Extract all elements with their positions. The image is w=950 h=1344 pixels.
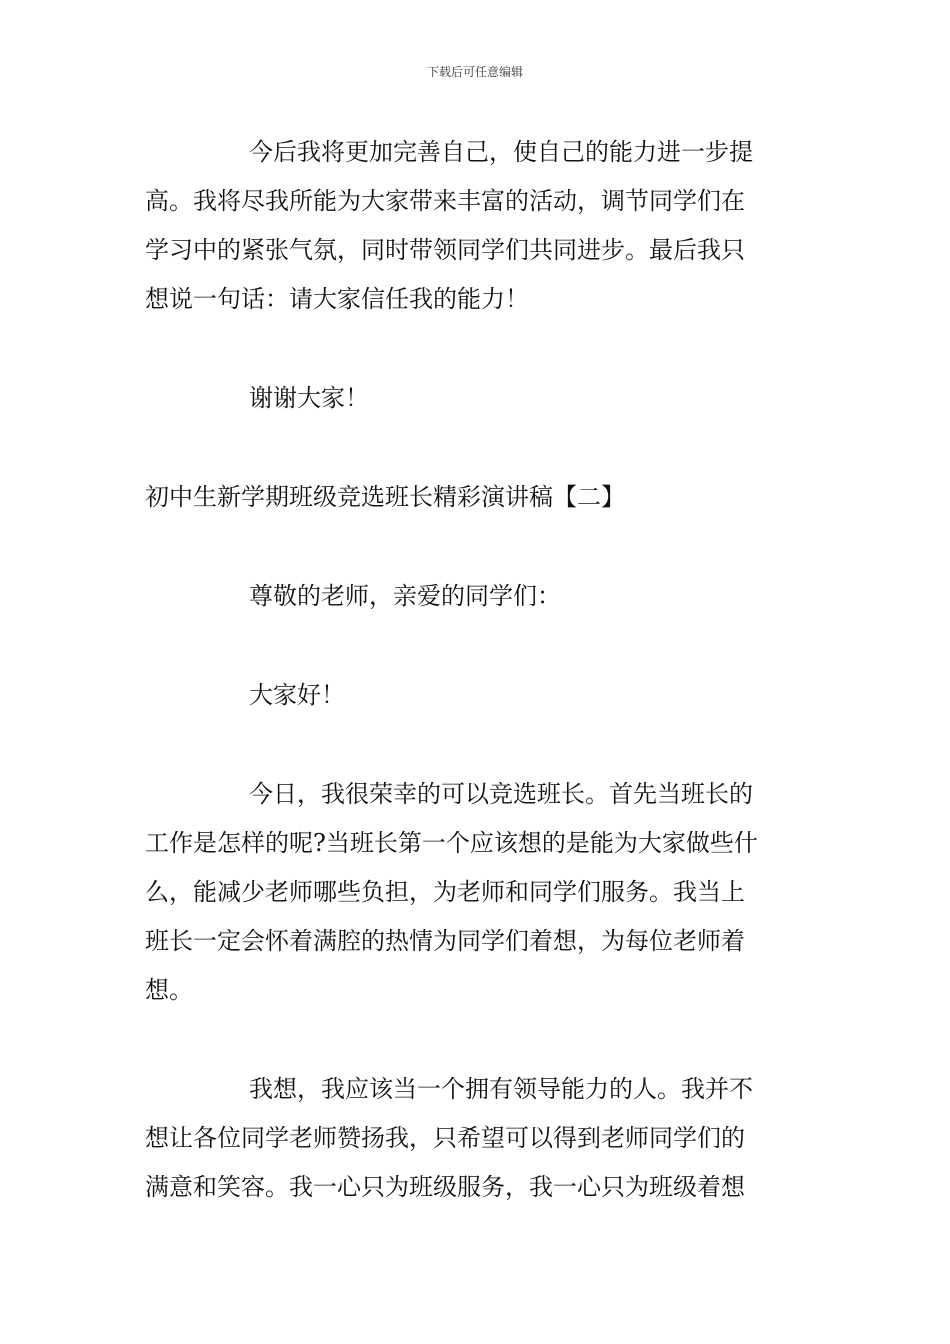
text-line: 想。 [145, 976, 193, 1004]
text-line: 今后我将更加完善自己，使自己的能力进一步提 [249, 138, 753, 166]
text-line: 谢谢大家！ [249, 384, 369, 412]
text-line: 么，能减少老师哪些负担，为老师和同学们服务。我当上 [145, 878, 745, 906]
paragraph-greeting [145, 671, 805, 720]
heading-line: 初中生新学期班级竞选班长精彩演讲稿【二】 [145, 483, 625, 511]
text-line: 想让各位同学老师赞扬我，只希望可以得到老师同学们的 [145, 1124, 745, 1152]
text-line: 学习中的紧张气氛，同时带领同学们共同进步。最后我只 [145, 236, 745, 264]
text-line: 尊敬的老师，亲爱的同学们： [249, 582, 561, 610]
paragraph-monitor-duties [145, 770, 805, 1015]
paragraph-leadership [145, 1065, 805, 1212]
text-line: 高。我将尽我所能为大家带来丰富的活动，调节同学们在 [145, 187, 745, 215]
paragraph-closing-statement [145, 128, 805, 324]
text-line: 班长一定会怀着满腔的热情为同学们着想，为每位老师着 [145, 927, 745, 955]
paragraph-thanks [145, 374, 805, 423]
paragraph-salutation [145, 572, 805, 621]
text-line: 大家好！ [249, 681, 345, 709]
page-header: 下载后可任意编辑 [426, 65, 523, 79]
text-line: 想说一句话：请大家信任我的能力！ [145, 285, 529, 313]
document-body [145, 128, 805, 1212]
section-heading [145, 473, 805, 522]
text-line: 今日，我很荣幸的可以竞选班长。首先当班长的 [249, 780, 753, 808]
text-line: 满意和笑容。我一心只为班级服务，我一心只为班级着想 [145, 1173, 745, 1201]
text-line: 工作是怎样的呢?当班长第一个应该想的是能为大家做些什 [145, 829, 758, 857]
text-line: 我想，我应该当一个拥有领导能力的人。我并不 [249, 1075, 753, 1103]
